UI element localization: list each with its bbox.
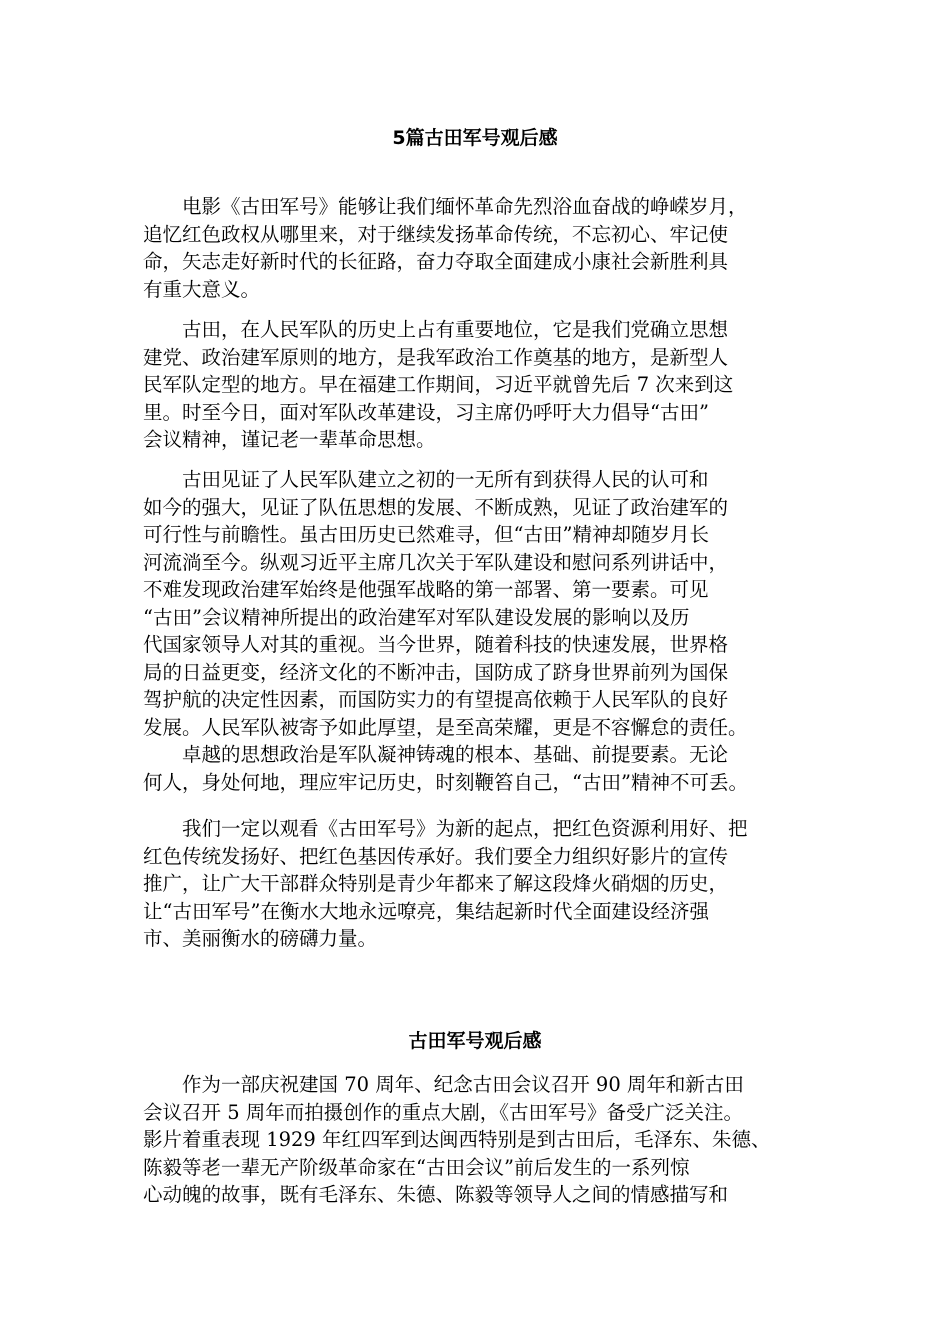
article1-paragraph-2	[143, 316, 823, 454]
article1-paragraph-5	[143, 815, 823, 953]
text-line: 可行性与前瞻性。虽古田历史已然难寻，但“古田”精神却随岁月长	[143, 523, 709, 546]
text-line: 古田，在人民军队的历史上占有重要地位，它是我们党确立思想	[143, 318, 729, 341]
text-line: 推广，让广大干部群众特别是青少年都来了解这段烽火硝烟的历史，	[143, 872, 729, 895]
text-line: 局的日益更变，经济文化的不断冲击，国防成了跻身世界前列为国保	[143, 660, 729, 684]
text-line: 我们一定以观看《古田军号》为新的起点，把红色资源利用好、把	[143, 817, 748, 840]
text-line: 如今的强大，见证了队伍思想的发展、不断成熟，见证了政治建军的	[143, 495, 729, 519]
text-line: 河流淌至今。纵观习近平主席几次关于军队建设和慰问系列讲话中，	[143, 550, 729, 574]
text-line: 民军队定型的地方。早在福建工作期间，习近平就曾先后 7 次来到这	[143, 373, 734, 396]
article1-paragraph-3	[143, 466, 823, 741]
text-line: 影片着重表现 1929 年红四军到达闽西特别是到古田后，毛泽东、朱德、	[143, 1128, 771, 1151]
text-line: 里。时至今日，面对军队改革建设，习主席仍呼吁大力倡导“古田”	[143, 400, 709, 424]
text-line: 红色传统发扬好、把红色基因传承好。我们要全力组织好影片的宣传	[143, 844, 729, 868]
article2-paragraph-1	[143, 1071, 823, 1209]
text-line: 市、美丽衡水的磅礴力量。	[143, 927, 378, 950]
text-line: 代国家领导人对其的重视。当今世界，随着科技的快速发展，世界格	[143, 633, 729, 656]
text-line: 追忆红色政权从哪里来，对于继续发扬革命传统，不忘初心、牢记使	[143, 222, 729, 246]
text-line: 不难发现政治建军始终是他强军战略的第一部署、第一要素。可见	[143, 578, 709, 601]
article1-title: 5篇古田军号观后感	[392, 127, 558, 149]
text-line: 会议精神，谨记老一辈革命思想。	[143, 428, 436, 451]
text-line: 发展。人民军队被寄予如此厚望，是至高荣耀，更是不容懈怠的责任。	[143, 715, 748, 739]
article2-title: 古田军号观后感	[408, 1030, 542, 1052]
text-line: 何人，身处何地，理应牢记历史，时刻鞭笞自己，“古田”精神不可丢。	[143, 770, 748, 794]
article1-paragraph-4	[143, 741, 823, 796]
article1-paragraph-1	[143, 193, 823, 303]
text-line: 让“古田军号”在衡水大地永远嘹亮，集结起新时代全面建设经济强	[143, 899, 709, 923]
text-line: 卓越的思想政治是军队凝神铸魂的根本、基础、前提要素。无论	[143, 743, 729, 766]
text-line: 作为一部庆祝建国 70 周年、纪念古田会议召开 90 周年和新古田	[143, 1073, 744, 1096]
text-line: 电影《古田军号》能够让我们缅怀革命先烈浴血奋战的峥嵘岁月，	[143, 195, 748, 218]
text-line: 命，矢志走好新时代的长征路，奋力夺取全面建成小康社会新胜利具	[143, 250, 729, 273]
text-line: 驾护航的决定性因素，而国防实力的有望提高依赖于人民军队的良好	[143, 688, 729, 711]
text-line: 建党、政治建军原则的地方，是我军政治工作奠基的地方，是新型人	[143, 345, 729, 369]
text-line: “古田”会议精神所提出的政治建军对军队建设发展的影响以及历	[143, 605, 690, 629]
text-line: 会议召开 5 周年而拍摄创作的重点大剧，《古田军号》备受广泛关注。	[143, 1100, 744, 1124]
text-line: 陈毅等老一辈无产阶级革命家在“古田会议”前后发生的一系列惊	[143, 1155, 690, 1179]
text-line: 古田见证了人民军队建立之初的一无所有到获得人民的认可和	[143, 468, 709, 491]
text-line: 心动魄的故事，既有毛泽东、朱德、陈毅等领导人之间的情感描写和	[143, 1183, 729, 1206]
text-line: 有重大意义。	[143, 277, 261, 301]
